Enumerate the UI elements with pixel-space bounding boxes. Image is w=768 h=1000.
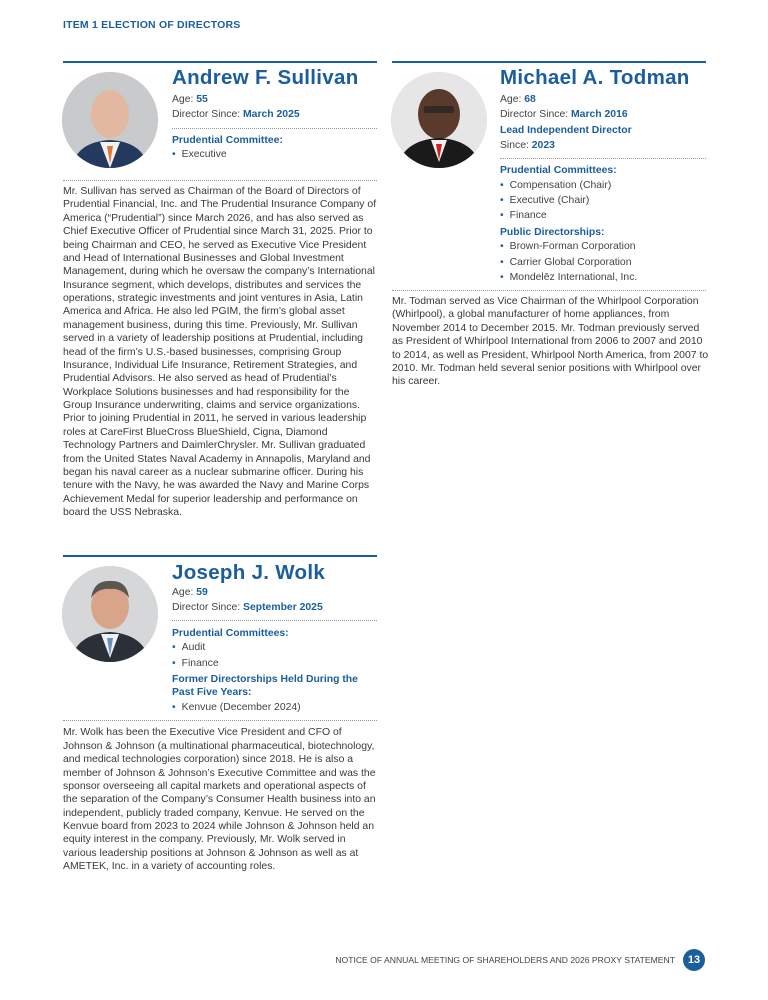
lead-independent-director: Lead Independent Director — [500, 125, 632, 136]
divider — [63, 555, 377, 557]
since-value: March 2016 — [571, 109, 628, 120]
since-value: September 2025 — [243, 602, 323, 614]
director-photo — [391, 72, 487, 168]
director-photo — [62, 72, 158, 168]
director-since — [500, 109, 628, 120]
former-directorship-item: • Kenvue (December 2024) — [172, 701, 381, 714]
public-directorship-item: • Brown-Forman Corporation — [500, 241, 636, 252]
director-since — [172, 109, 300, 120]
director-since — [172, 602, 323, 613]
divider — [500, 158, 706, 159]
committee-heading: Prudential Committee: — [172, 135, 283, 146]
divider — [63, 720, 377, 721]
director-wolk — [63, 555, 381, 873]
divider — [63, 180, 377, 181]
director-name: Joseph J. Wolk — [172, 561, 326, 585]
director-bio: Mr. Sullivan has served as Chairman of the Board of Directors of Prudential Financial, Inc. and The Prudential Insurance Company of America (“Prudential”) since March 2026, and has also served as Chief Executive Officer of Prudential since March 31, 2025. Prior to being Chairman and CEO, he served as Executive Vice President and Head of International Businesses and Global Investment Management, during which he oversaw the company’s International Insurance segment, which develops, distributes and services the operations, strategic investments and joint ventures in Asia, Latin America and Africa. He also led PGIM, the firm’s global asset management business, during this time. Previously, Mr. Sullivan served in a variety of leadership positions at Prudential, including head of the firm’s U.S.-based businesses, comprising Group Insurance, Individual Life Insurance, Retirement Strategies, and Prudential Advisors. He also served as head of Prudential’s Workplace Solutions businesses and had responsibility for the Group Insurance underwriting, claims and service organizations. Prior to joining Prudential in 2011, he served in various leadership roles at CareFirst BlueCross BlueShield, Cigna, Diamond Technology Partners and DaimlerChrysler. Mr. Sullivan graduated from the United States Naval Academy in Annapolis, Maryland and began his naval career as a nuclear submarine officer. During his tenure with the Navy, he was awarded the Navy and Marine Corps Achievement Medal for superior leadership and performance on board the USS Nebraska. — [63, 186, 377, 518]
since-label: Director Since: — [500, 109, 569, 120]
left-column — [63, 0, 381, 874]
public-directorships-heading: Public Directorships: — [500, 227, 605, 238]
director-sullivan — [63, 0, 381, 185]
public-directorship-item: • Mondelēz International, Inc. — [500, 272, 637, 283]
lead-since-label: Since: — [500, 140, 529, 151]
age — [172, 587, 208, 598]
age — [172, 94, 208, 105]
age — [500, 94, 536, 105]
age-label: Age: — [500, 94, 522, 105]
committee-item: • Executive — [172, 149, 227, 160]
director-name: Michael A. Todman — [500, 66, 690, 89]
page-number: 13 — [683, 949, 705, 971]
divider — [172, 128, 377, 129]
age-value: 68 — [524, 94, 536, 105]
age-label: Age: — [172, 587, 194, 599]
committee-heading: Prudential Committees: — [500, 165, 617, 176]
committee-item: • Finance — [500, 210, 547, 221]
divider — [392, 290, 706, 291]
since-label: Director Since: — [172, 109, 241, 120]
committee-item: • Audit — [172, 642, 205, 653]
committee-item: • Executive (Chair) — [500, 195, 589, 206]
since-value: March 2025 — [243, 109, 300, 120]
divider — [392, 61, 706, 63]
divider — [172, 620, 377, 621]
director-name: Andrew F. Sullivan — [172, 66, 359, 89]
director-bio: Mr. Wolk has been the Executive Vice President and CFO of Johnson & Johnson (a multinational pharmaceutical, biotechnology, and medical technologies corporation) since 2018. He is also a member of Johnson & Johnson’s Executive Committee and was the sponsor overseeing all capital markets and operational aspects of the separation of the Company’s Consumer Health business into an independent, publicly traded company, Kenvue. He served on the Kenvue board from 2023 to 2024 while Johnson & Johnson held an equity interest in the company. Previously, Mr. Wolk served in various leadership positions at Johnson & Johnson as well as at AMETEK, Inc. in a variety of accounting roles. — [63, 727, 376, 873]
lead-since — [500, 140, 555, 151]
director-photo — [62, 566, 158, 662]
committee-item: • Compensation (Chair) — [500, 180, 611, 191]
divider — [63, 61, 377, 63]
age-value: 55 — [196, 94, 208, 105]
age-label: Age: — [172, 94, 194, 105]
since-label: Director Since: — [172, 602, 241, 614]
committee-item: • Finance — [172, 658, 219, 669]
section-title: ITEM 1 ELECTION OF DIRECTORS — [63, 19, 241, 31]
lead-since-value: 2023 — [531, 140, 555, 151]
director-bio: Mr. Todman served as Vice Chairman of the Whirlpool Corporation (Whirlpool), a global manufacturer of home appliances, from November 2014 to December 2015. Mr. Todman previously served as President of Whirlpool International from 2006 to 2007 and 2010 to 2014, as well as President, Whirlpool North America, from 2007 to 2010. Mr. Todman held several senior positions with Whirlpool over his career. — [392, 296, 709, 388]
former-directorships-heading: Former Directorships Held During the Past Five Years: — [172, 674, 358, 699]
age-value: 59 — [196, 587, 208, 599]
committee-heading: Prudential Committees: — [172, 628, 289, 640]
public-directorship-item: • Carrier Global Corporation — [500, 257, 632, 268]
footer-text: NOTICE OF ANNUAL MEETING OF SHAREHOLDERS AND 2026 PROXY STATEMENT — [335, 955, 675, 965]
